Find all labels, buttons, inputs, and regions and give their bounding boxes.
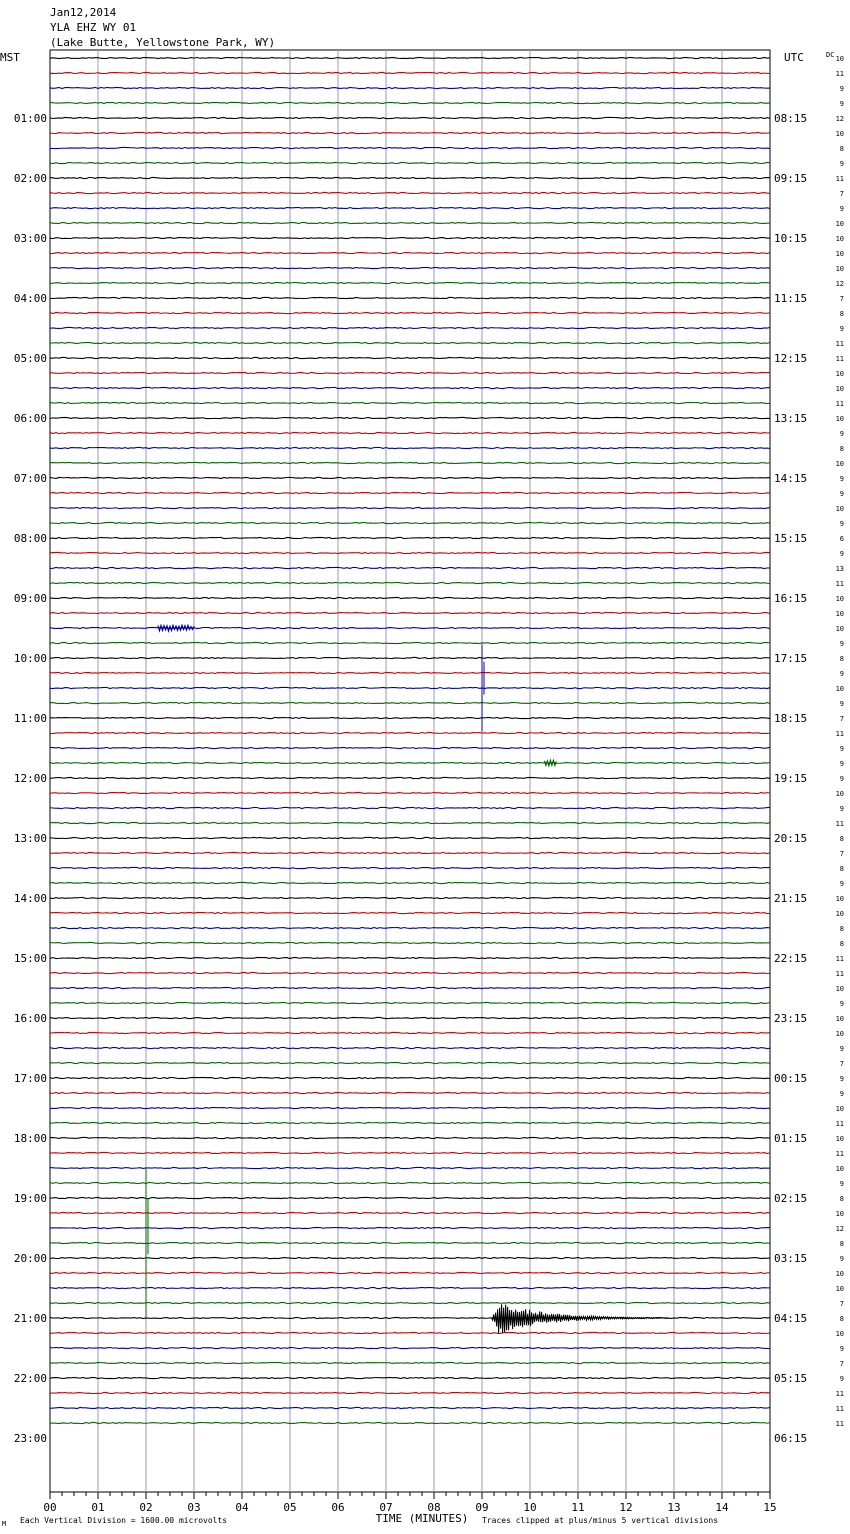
trace-28 <box>50 477 770 478</box>
trace-0 <box>50 57 770 58</box>
dc-offset-label: 8 <box>839 310 844 318</box>
left-timezone-label: MST <box>0 51 20 64</box>
dc-offset-label: 9 <box>839 670 844 678</box>
trace-3 <box>50 102 770 103</box>
trace-68 <box>50 1077 770 1078</box>
trace-51 <box>50 822 770 823</box>
trace-65 <box>50 1032 770 1033</box>
dc-offset-label: 9 <box>839 550 844 558</box>
utc-hour-label: 04:15 <box>774 1312 808 1325</box>
utc-hour-label: 16:15 <box>774 592 808 605</box>
x-tick-label: 01 <box>91 1501 105 1514</box>
trace-56 <box>50 897 770 898</box>
dc-offset-label: 7 <box>839 1060 844 1068</box>
trace-22 <box>50 387 770 388</box>
utc-hour-label: 15:15 <box>774 532 808 545</box>
utc-hour-label: 11:15 <box>774 292 808 305</box>
dc-offset-label: 9 <box>839 1345 844 1353</box>
trace-60 <box>50 957 770 958</box>
dc-offset-label: 11 <box>835 355 844 363</box>
dc-offset-label: 10 <box>835 235 844 243</box>
dc-offset-label: 10 <box>835 415 844 423</box>
time-axis <box>43 1492 776 1514</box>
dc-offset-label: 9 <box>839 85 844 93</box>
dc-offset-label: 7 <box>839 190 844 198</box>
dc-offset-label: 11 <box>835 400 844 408</box>
dc-offset-label: 11 <box>835 70 844 78</box>
trace-11 <box>50 222 770 223</box>
dc-offset-label: 8 <box>839 1240 844 1248</box>
dc-offset-label: 9 <box>839 205 844 213</box>
dc-offset-label: 9 <box>839 1075 844 1083</box>
utc-hour-label: 00:15 <box>774 1072 808 1085</box>
mst-hour-label: 10:00 <box>13 652 47 665</box>
trace-61 <box>50 972 770 973</box>
trace-9 <box>50 192 770 193</box>
dc-offset-label: 10 <box>835 1105 844 1113</box>
minute-grid <box>50 50 770 1492</box>
x-tick-label: 00 <box>43 1501 57 1514</box>
mst-hour-label: 20:00 <box>13 1252 47 1265</box>
dc-offset-label: 9 <box>839 325 844 333</box>
trace-52 <box>50 837 770 838</box>
dc-offset-label: 8 <box>839 145 844 153</box>
x-tick-label: 14 <box>715 1501 729 1514</box>
trace-37 <box>50 612 770 613</box>
utc-hour-label: 19:15 <box>774 772 808 785</box>
trace-10 <box>50 207 770 208</box>
dc-offset-label: 9 <box>839 880 844 888</box>
footer-mark: M <box>2 1520 7 1528</box>
trace-91 <box>50 1422 770 1423</box>
dc-offset-label: 7 <box>839 1300 844 1308</box>
trace-70 <box>50 1107 770 1108</box>
trace-43 <box>50 702 770 703</box>
dc-offset-label: 9 <box>839 430 844 438</box>
trace-69 <box>50 1092 770 1093</box>
dc-offset-label: 10 <box>835 55 844 63</box>
record-date: Jan12,2014 <box>50 6 117 19</box>
trace-32 <box>50 537 770 538</box>
dc-offset-label: 10 <box>835 625 844 633</box>
dc-offset-label: 8 <box>839 925 844 933</box>
dc-offset-label: 10 <box>835 1015 844 1023</box>
trace-80 <box>50 1257 770 1258</box>
mst-hour-label: 16:00 <box>13 1012 47 1025</box>
mst-hour-label: 02:00 <box>13 172 47 185</box>
trace-47 <box>50 762 770 763</box>
trace-82 <box>50 1287 770 1288</box>
dc-offset-label: 8 <box>839 865 844 873</box>
trace-74 <box>50 1167 770 1168</box>
x-tick-label: 04 <box>235 1501 249 1514</box>
trace-14 <box>50 267 770 268</box>
utc-hour-label: 01:15 <box>774 1132 808 1145</box>
trace-39 <box>50 642 770 643</box>
dc-offset-label: 9 <box>839 1090 844 1098</box>
trace-lines <box>50 57 770 1423</box>
utc-hour-label: 10:15 <box>774 232 808 245</box>
utc-hour-label: 14:15 <box>774 472 808 485</box>
dc-offset-label: 11 <box>835 970 844 978</box>
dc-offset-label: 10 <box>835 1135 844 1143</box>
trace-53 <box>50 852 770 853</box>
trace-13 <box>50 252 770 253</box>
trace-62 <box>50 987 770 988</box>
utc-hour-label: 21:15 <box>774 892 808 905</box>
dc-offset-label: 11 <box>835 1420 844 1428</box>
x-tick-label: 10 <box>523 1501 537 1514</box>
mst-hour-label: 14:00 <box>13 892 47 905</box>
trace-23 <box>50 402 770 403</box>
trace-16 <box>50 297 770 298</box>
trace-71 <box>50 1122 770 1123</box>
dc-offset-header: DC <box>826 51 835 59</box>
trace-50 <box>50 807 770 808</box>
dc-offset-label: 7 <box>839 850 844 858</box>
dc-offset-label: 10 <box>835 130 844 138</box>
dc-offset-label: 9 <box>839 100 844 108</box>
utc-hour-label: 13:15 <box>774 412 808 425</box>
trace-54 <box>50 867 770 868</box>
trace-75 <box>50 1182 770 1183</box>
dc-offset-label: 8 <box>839 655 844 663</box>
mst-hour-label: 13:00 <box>13 832 47 845</box>
trace-79 <box>50 1242 770 1243</box>
x-axis-title: TIME (MINUTES) <box>375 1512 469 1525</box>
trace-24 <box>50 417 770 418</box>
dc-offset-label: 9 <box>839 1255 844 1263</box>
dc-offset-label: 11 <box>835 1150 844 1158</box>
dc-offset-label: 10 <box>835 460 844 468</box>
trace-73 <box>50 1152 770 1153</box>
dc-offset-label: 10 <box>835 895 844 903</box>
utc-hour-label: 09:15 <box>774 172 808 185</box>
dc-offset-label: 10 <box>835 265 844 273</box>
station-location: (Lake Butte, Yellowstone Park, WY) <box>50 36 276 49</box>
dc-offset-label: 10 <box>835 985 844 993</box>
trace-26 <box>50 447 770 448</box>
clip-note: Traces clipped at plus/minus 5 vertical divisions <box>482 1516 719 1525</box>
dc-offset-label: 12 <box>835 280 844 288</box>
dc-offset-label: 9 <box>839 1375 844 1383</box>
mst-hour-label: 22:00 <box>13 1372 47 1385</box>
x-tick-label: 05 <box>283 1501 297 1514</box>
trace-86 <box>50 1347 770 1348</box>
dc-offset-label: 10 <box>835 910 844 918</box>
dc-offset-label: 12 <box>835 1225 844 1233</box>
trace-49 <box>50 792 770 793</box>
x-tick-label: 07 <box>379 1501 393 1514</box>
trace-72 <box>50 1137 770 1138</box>
header-block <box>50 6 275 49</box>
dc-offset-label: 11 <box>835 1120 844 1128</box>
dc-offset-label: 10 <box>835 220 844 228</box>
dc-offset-label: 9 <box>839 475 844 483</box>
trace-12 <box>50 237 770 238</box>
dc-offset-label: 12 <box>835 115 844 123</box>
trace-30 <box>50 507 770 508</box>
dc-offset-label: 11 <box>835 730 844 738</box>
station-code: YLA EHZ WY 01 <box>50 21 137 34</box>
trace-76 <box>50 1197 770 1198</box>
trace-40 <box>50 657 770 658</box>
mst-hour-label: 12:00 <box>13 772 47 785</box>
utc-hour-label: 08:15 <box>774 112 808 125</box>
trace-20 <box>50 357 770 358</box>
trace-58 <box>50 927 770 928</box>
dc-offset-label: 9 <box>839 520 844 528</box>
trace-7 <box>50 162 770 163</box>
x-tick-label: 15 <box>763 1501 777 1514</box>
trace-2 <box>50 87 770 88</box>
trace-83 <box>50 1302 770 1303</box>
trace-31 <box>50 522 770 523</box>
dc-offset-label: 9 <box>839 160 844 168</box>
trace-67 <box>50 1062 770 1063</box>
dc-offset-label: 10 <box>835 610 844 618</box>
scale-note: Each Vertical Division = 1600.00 microvolts <box>20 1516 228 1525</box>
utc-hour-label: 06:15 <box>774 1432 808 1445</box>
dc-offset-label: 10 <box>835 595 844 603</box>
dc-offset-label: 10 <box>835 1270 844 1278</box>
plot-frame <box>50 50 770 1492</box>
trace-77 <box>50 1212 770 1213</box>
trace-45 <box>50 732 770 733</box>
trace-6 <box>50 147 770 148</box>
dc-offset-label: 9 <box>839 700 844 708</box>
dc-offset-label: 11 <box>835 340 844 348</box>
trace-87 <box>50 1362 770 1363</box>
dc-offset-labels <box>836 55 844 1428</box>
dc-offset-label: 8 <box>839 835 844 843</box>
dc-offset-label: 10 <box>835 1330 844 1338</box>
mst-hour-label: 19:00 <box>13 1192 47 1205</box>
dc-offset-label: 7 <box>839 295 844 303</box>
trace-4 <box>50 117 770 118</box>
dc-offset-label: 10 <box>835 385 844 393</box>
dc-offset-label: 9 <box>839 760 844 768</box>
mst-hour-label: 15:00 <box>13 952 47 965</box>
dc-offset-label: 8 <box>839 1315 844 1323</box>
trace-5 <box>50 132 770 133</box>
trace-63 <box>50 1002 770 1003</box>
utc-hour-label: 12:15 <box>774 352 808 365</box>
x-tick-label: 08 <box>427 1501 441 1514</box>
x-tick-label: 03 <box>187 1501 201 1514</box>
dc-offset-label: 11 <box>835 1405 844 1413</box>
trace-27 <box>50 462 770 463</box>
dc-offset-label: 10 <box>835 1165 844 1173</box>
trace-18 <box>50 327 770 328</box>
dc-offset-label: 9 <box>839 1045 844 1053</box>
mst-hour-label: 05:00 <box>13 352 47 365</box>
utc-hour-label: 23:15 <box>774 1012 808 1025</box>
x-tick-label: 11 <box>571 1501 585 1514</box>
utc-hour-label: 17:15 <box>774 652 808 665</box>
x-tick-label: 13 <box>667 1501 681 1514</box>
dc-offset-label: 10 <box>835 250 844 258</box>
trace-25 <box>50 432 770 433</box>
trace-36 <box>50 597 770 598</box>
dc-offset-label: 9 <box>839 805 844 813</box>
mst-hour-label: 17:00 <box>13 1072 47 1085</box>
utc-hour-label: 02:15 <box>774 1192 808 1205</box>
dc-offset-label: 10 <box>835 685 844 693</box>
trace-78 <box>50 1227 770 1228</box>
mst-hour-label: 01:00 <box>13 112 47 125</box>
trace-19 <box>50 342 770 343</box>
trace-34 <box>50 567 770 568</box>
utc-hour-label: 22:15 <box>774 952 808 965</box>
dc-offset-label: 10 <box>835 1030 844 1038</box>
mst-hour-label: 07:00 <box>13 472 47 485</box>
trace-57 <box>50 912 770 913</box>
mst-hour-label: 04:00 <box>13 292 47 305</box>
dc-offset-label: 11 <box>835 580 844 588</box>
utc-hour-label: 18:15 <box>774 712 808 725</box>
dc-offset-label: 10 <box>835 370 844 378</box>
x-tick-label: 06 <box>331 1501 345 1514</box>
dc-offset-label: 9 <box>839 775 844 783</box>
trace-44 <box>50 717 770 718</box>
trace-42 <box>50 687 770 688</box>
mst-hour-label: 11:00 <box>13 712 47 725</box>
dc-offset-label: 9 <box>839 1180 844 1188</box>
dc-offset-label: 10 <box>835 790 844 798</box>
trace-8 <box>50 177 770 178</box>
trace-33 <box>50 552 770 553</box>
trace-29 <box>50 492 770 493</box>
dc-offset-label: 11 <box>835 955 844 963</box>
x-tick-label: 12 <box>619 1501 633 1514</box>
mst-hour-label: 09:00 <box>13 592 47 605</box>
trace-46 <box>50 747 770 748</box>
dc-offset-label: 9 <box>839 490 844 498</box>
dc-offset-label: 11 <box>835 820 844 828</box>
x-tick-label: 02 <box>139 1501 153 1514</box>
dc-offset-label: 7 <box>839 1360 844 1368</box>
utc-hour-label: 03:15 <box>774 1252 808 1265</box>
trace-41 <box>50 672 770 673</box>
trace-21 <box>50 372 770 373</box>
mst-hour-label: 18:00 <box>13 1132 47 1145</box>
mst-hour-label: 21:00 <box>13 1312 47 1325</box>
trace-88 <box>50 1377 770 1378</box>
dc-offset-label: 7 <box>839 715 844 723</box>
trace-17 <box>50 312 770 313</box>
trace-48 <box>50 777 770 778</box>
trace-90 <box>50 1407 770 1408</box>
x-tick-label: 09 <box>475 1501 489 1514</box>
trace-66 <box>50 1047 770 1048</box>
trace-85 <box>50 1332 770 1333</box>
dc-offset-label: 8 <box>839 940 844 948</box>
dc-offset-label: 11 <box>835 1390 844 1398</box>
trace-89 <box>50 1392 770 1393</box>
trace-35 <box>50 582 770 583</box>
right-timezone-label: UTC <box>784 51 804 64</box>
dc-offset-label: 8 <box>839 1195 844 1203</box>
dc-offset-label: 11 <box>835 175 844 183</box>
dc-offset-label: 10 <box>835 1210 844 1218</box>
trace-64 <box>50 1017 770 1018</box>
mst-hour-label: 06:00 <box>13 412 47 425</box>
dc-offset-label: 9 <box>839 745 844 753</box>
dc-offset-label: 10 <box>835 505 844 513</box>
utc-hour-label: 20:15 <box>774 832 808 845</box>
utc-hour-label: 05:15 <box>774 1372 808 1385</box>
dc-offset-label: 9 <box>839 1000 844 1008</box>
trace-1 <box>50 72 770 73</box>
dc-offset-label: 6 <box>839 535 844 543</box>
trace-15 <box>50 282 770 283</box>
dc-offset-label: 8 <box>839 445 844 453</box>
dc-offset-label: 9 <box>839 640 844 648</box>
trace-81 <box>50 1272 770 1273</box>
mst-hour-label: 03:00 <box>13 232 47 245</box>
trace-55 <box>50 882 770 883</box>
mst-hour-label: 08:00 <box>13 532 47 545</box>
mst-hour-label: 23:00 <box>13 1432 47 1445</box>
dc-offset-label: 10 <box>835 1285 844 1293</box>
trace-59 <box>50 942 770 943</box>
dc-offset-label: 13 <box>835 565 844 573</box>
